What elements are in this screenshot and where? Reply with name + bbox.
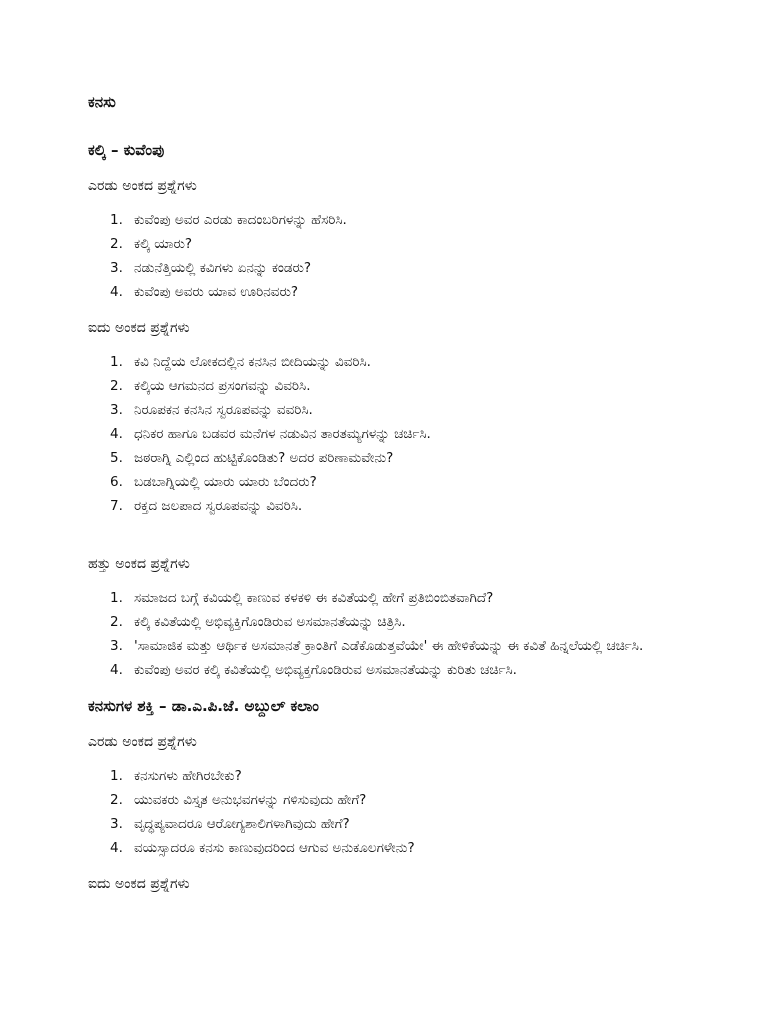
question-number: 6. xyxy=(110,474,123,490)
question-number: 2. xyxy=(110,378,123,394)
question-number: 4. xyxy=(110,426,123,442)
question-item xyxy=(110,610,678,634)
question-text: ಕವಿ ನಿದ್ದೆಯ ಲೋಕದಲ್ಲಿನ ಕನಸಿನ ಬೀದಿಯನ್ನು ವಿವರಿಸಿ. xyxy=(134,354,371,370)
question-number: 2. xyxy=(110,792,123,808)
question-text: ಸಮಾಜದ ಬಗ್ಗೆ ಕವಿಯಲ್ಲಿ ಕಾಣುವ ಕಳಕಳಿ ಈ ಕವಿತೆಯಲ್ಲಿ ಹೇಗೆ ಪ್ರತಿಬಿಂಬಿತವಾಗಿದೆ? xyxy=(134,590,494,606)
question-item xyxy=(110,764,678,788)
question-list-two-marks xyxy=(88,208,678,304)
question-text: ನಿರೂಪಕನ ಕನಸಿನ ಸ್ವರೂಪವನ್ನು ವವರಿಸಿ. xyxy=(134,402,313,418)
question-list-ten-marks xyxy=(88,586,678,682)
question-item xyxy=(110,494,678,518)
document-title: ಕನಸು xyxy=(88,93,116,111)
question-item xyxy=(110,232,678,256)
section-heading-ten-marks: ಹತ್ತು ಅಂಕದ ಪ್ರಶ್ನೆಗಳು xyxy=(88,556,190,572)
question-number: 3. xyxy=(110,402,123,418)
question-item xyxy=(110,812,678,836)
question-text: ಕುವೆಂಪು ಅವರ ಕಲ್ಕಿ ಕವಿತೆಯಲ್ಲಿ ಅಭಿವ್ಯಕ್ತಗೊಂಡಿರುವ ಅಸಮಾನತೆಯನ್ನು ಕುರಿತು ಚರ್ಚಿಸಿ. xyxy=(134,662,517,678)
question-item xyxy=(110,398,678,422)
question-text: ಧನಿಕರ ಹಾಗೂ ಬಡವರ ಮನೆಗಳ ನಡುವಿನ ತಾರತಮ್ಯಗಳನ್ನು ಚರ್ಚಿಸಿ. xyxy=(134,426,431,442)
question-item xyxy=(110,788,678,812)
question-number: 3. xyxy=(110,260,123,276)
question-text: ನಡುನೆತ್ತಿಯಲ್ಲಿ ಕವಿಗಳು ಏನನ್ನು ಕಂಡರು? xyxy=(134,260,312,276)
question-text: ವಯಸ್ಸಾದರೂ ಕನಸು ಕಾಣುವುದರಿಂದ ಆಗುವ ಅನುಕೂಲಗಳೇನು? xyxy=(134,840,415,856)
question-number: 4. xyxy=(110,840,123,856)
question-number: 3. xyxy=(110,638,123,654)
question-number: 7. xyxy=(110,498,123,514)
question-number: 3. xyxy=(110,816,123,832)
question-number: 1. xyxy=(110,590,123,606)
question-text: ಕನಸುಗಳು ಹೇಗಿರಬೇಕು? xyxy=(134,768,242,784)
section-heading-two-marks: ಎರಡು ಅಂಕದ ಪ್ರಶ್ನೆಗಳು xyxy=(88,734,197,750)
question-number: 4. xyxy=(110,284,123,300)
question-text: ಕಲ್ಕಿ ಕವಿತೆಯಲ್ಲಿ ಅಭಿವ್ಯಕ್ತಿಗೊಂಡಿರುವ ಅಸಮಾನತೆಯನ್ನು ಚಿತ್ರಿಸಿ. xyxy=(134,614,406,630)
question-item xyxy=(110,586,678,610)
question-text: ಕಲ್ಕಿ ಯಾರು? xyxy=(134,236,193,252)
question-item xyxy=(110,208,678,232)
question-item xyxy=(110,470,678,494)
section-heading-two-marks: ಎರಡು ಅಂಕದ ಪ್ರಶ್ನೆಗಳು xyxy=(88,178,197,194)
question-text: ಬಡಬಾಗ್ನಿಯಲ್ಲಿ ಯಾರು ಯಾರು ಬೆಂದರು? xyxy=(134,474,317,490)
question-item xyxy=(110,634,678,658)
question-list-five-marks xyxy=(88,350,678,518)
section-heading-five-marks: ಐದು ಅಂಕದ ಪ್ರಶ್ನೆಗಳು xyxy=(88,876,190,892)
lesson-title-kalki: ಕಲ್ಕಿ – ಕುವೆಂಪು xyxy=(88,141,165,159)
section-heading-five-marks: ಐದು ಅಂಕದ ಪ್ರಶ್ನೆಗಳು xyxy=(88,320,190,336)
question-item xyxy=(110,280,678,304)
question-item xyxy=(110,658,678,682)
question-text: 'ಸಾಮಾಜಿಕ ಮತ್ತು ಆರ್ಥಿಕ ಅಸಮಾನತೆ ಕ್ರಾಂತಿಗೆ ಎಡೆಕೊಡುತ್ತವೆಯೇ' ಈ ಹೇಳಿಕೆಯನ್ನು ಈ ಕವಿತೆ ಹಿನ್ನಲೆಯಲ್ಲಿ ಚರ್ಚಿಸಿ. xyxy=(134,638,644,654)
question-text: ವೃದ್ಧಪ್ಯವಾದರೂ ಆರೋಗ್ಯಶಾಲಿಗಳಾಗಿವುದು ಹೇಗೆ? xyxy=(134,816,350,832)
question-number: 2. xyxy=(110,236,123,252)
question-text: ಕುವೆಂಪು ಅವರ ಎರಡು ಕಾದಂಬರಿಗಳನ್ನು ಹೆಸರಿಸಿ. xyxy=(134,212,347,228)
question-number: 4. xyxy=(110,662,123,678)
question-number: 1. xyxy=(110,768,123,784)
question-item xyxy=(110,350,678,374)
question-text: ಯುವಕರು ವಿಸ್ತೃತ ಅನುಭವಗಳನ್ನು ಗಳಿಸುವುದು ಹೇಗೆ? xyxy=(134,792,367,808)
question-list-two-marks xyxy=(88,764,678,860)
question-item xyxy=(110,256,678,280)
question-number: 1. xyxy=(110,212,123,228)
spacer xyxy=(88,532,678,554)
question-number: 5. xyxy=(110,450,123,466)
question-text: ಜಠರಾಗ್ನಿ ಎಲ್ಲಿಂದ ಹುಟ್ಟಿಕೊಂಡಿತು? ಅದರ ಪರಿಣಾಮವೇನು? xyxy=(134,450,394,466)
question-item xyxy=(110,446,678,470)
question-item xyxy=(110,374,678,398)
lesson-title-kanasugala-shakti: ಕನಸುಗಳ ಶಕ್ತಿ – ಡಾ.ಎ.ಪಿ.ಜೆ. ಅಬ್ದುಲ್ ಕಲಾಂ xyxy=(88,697,319,715)
question-item xyxy=(110,836,678,860)
question-number: 2. xyxy=(110,614,123,630)
question-number: 1. xyxy=(110,354,123,370)
question-text: ರಕ್ತದ ಜಲಪಾದ ಸ್ವರೂಪವನ್ನು ವಿವರಿಸಿ. xyxy=(134,498,303,514)
question-text: ಕುವೆಂಪು ಅವರು ಯಾವ ಊರಿನವರು? xyxy=(134,284,299,300)
question-item xyxy=(110,422,678,446)
question-text: ಕಲ್ಕಿಯ ಆಗಮನದ ಪ್ರಸಂಗವನ್ನು ವಿವರಿಸಿ. xyxy=(134,378,311,394)
